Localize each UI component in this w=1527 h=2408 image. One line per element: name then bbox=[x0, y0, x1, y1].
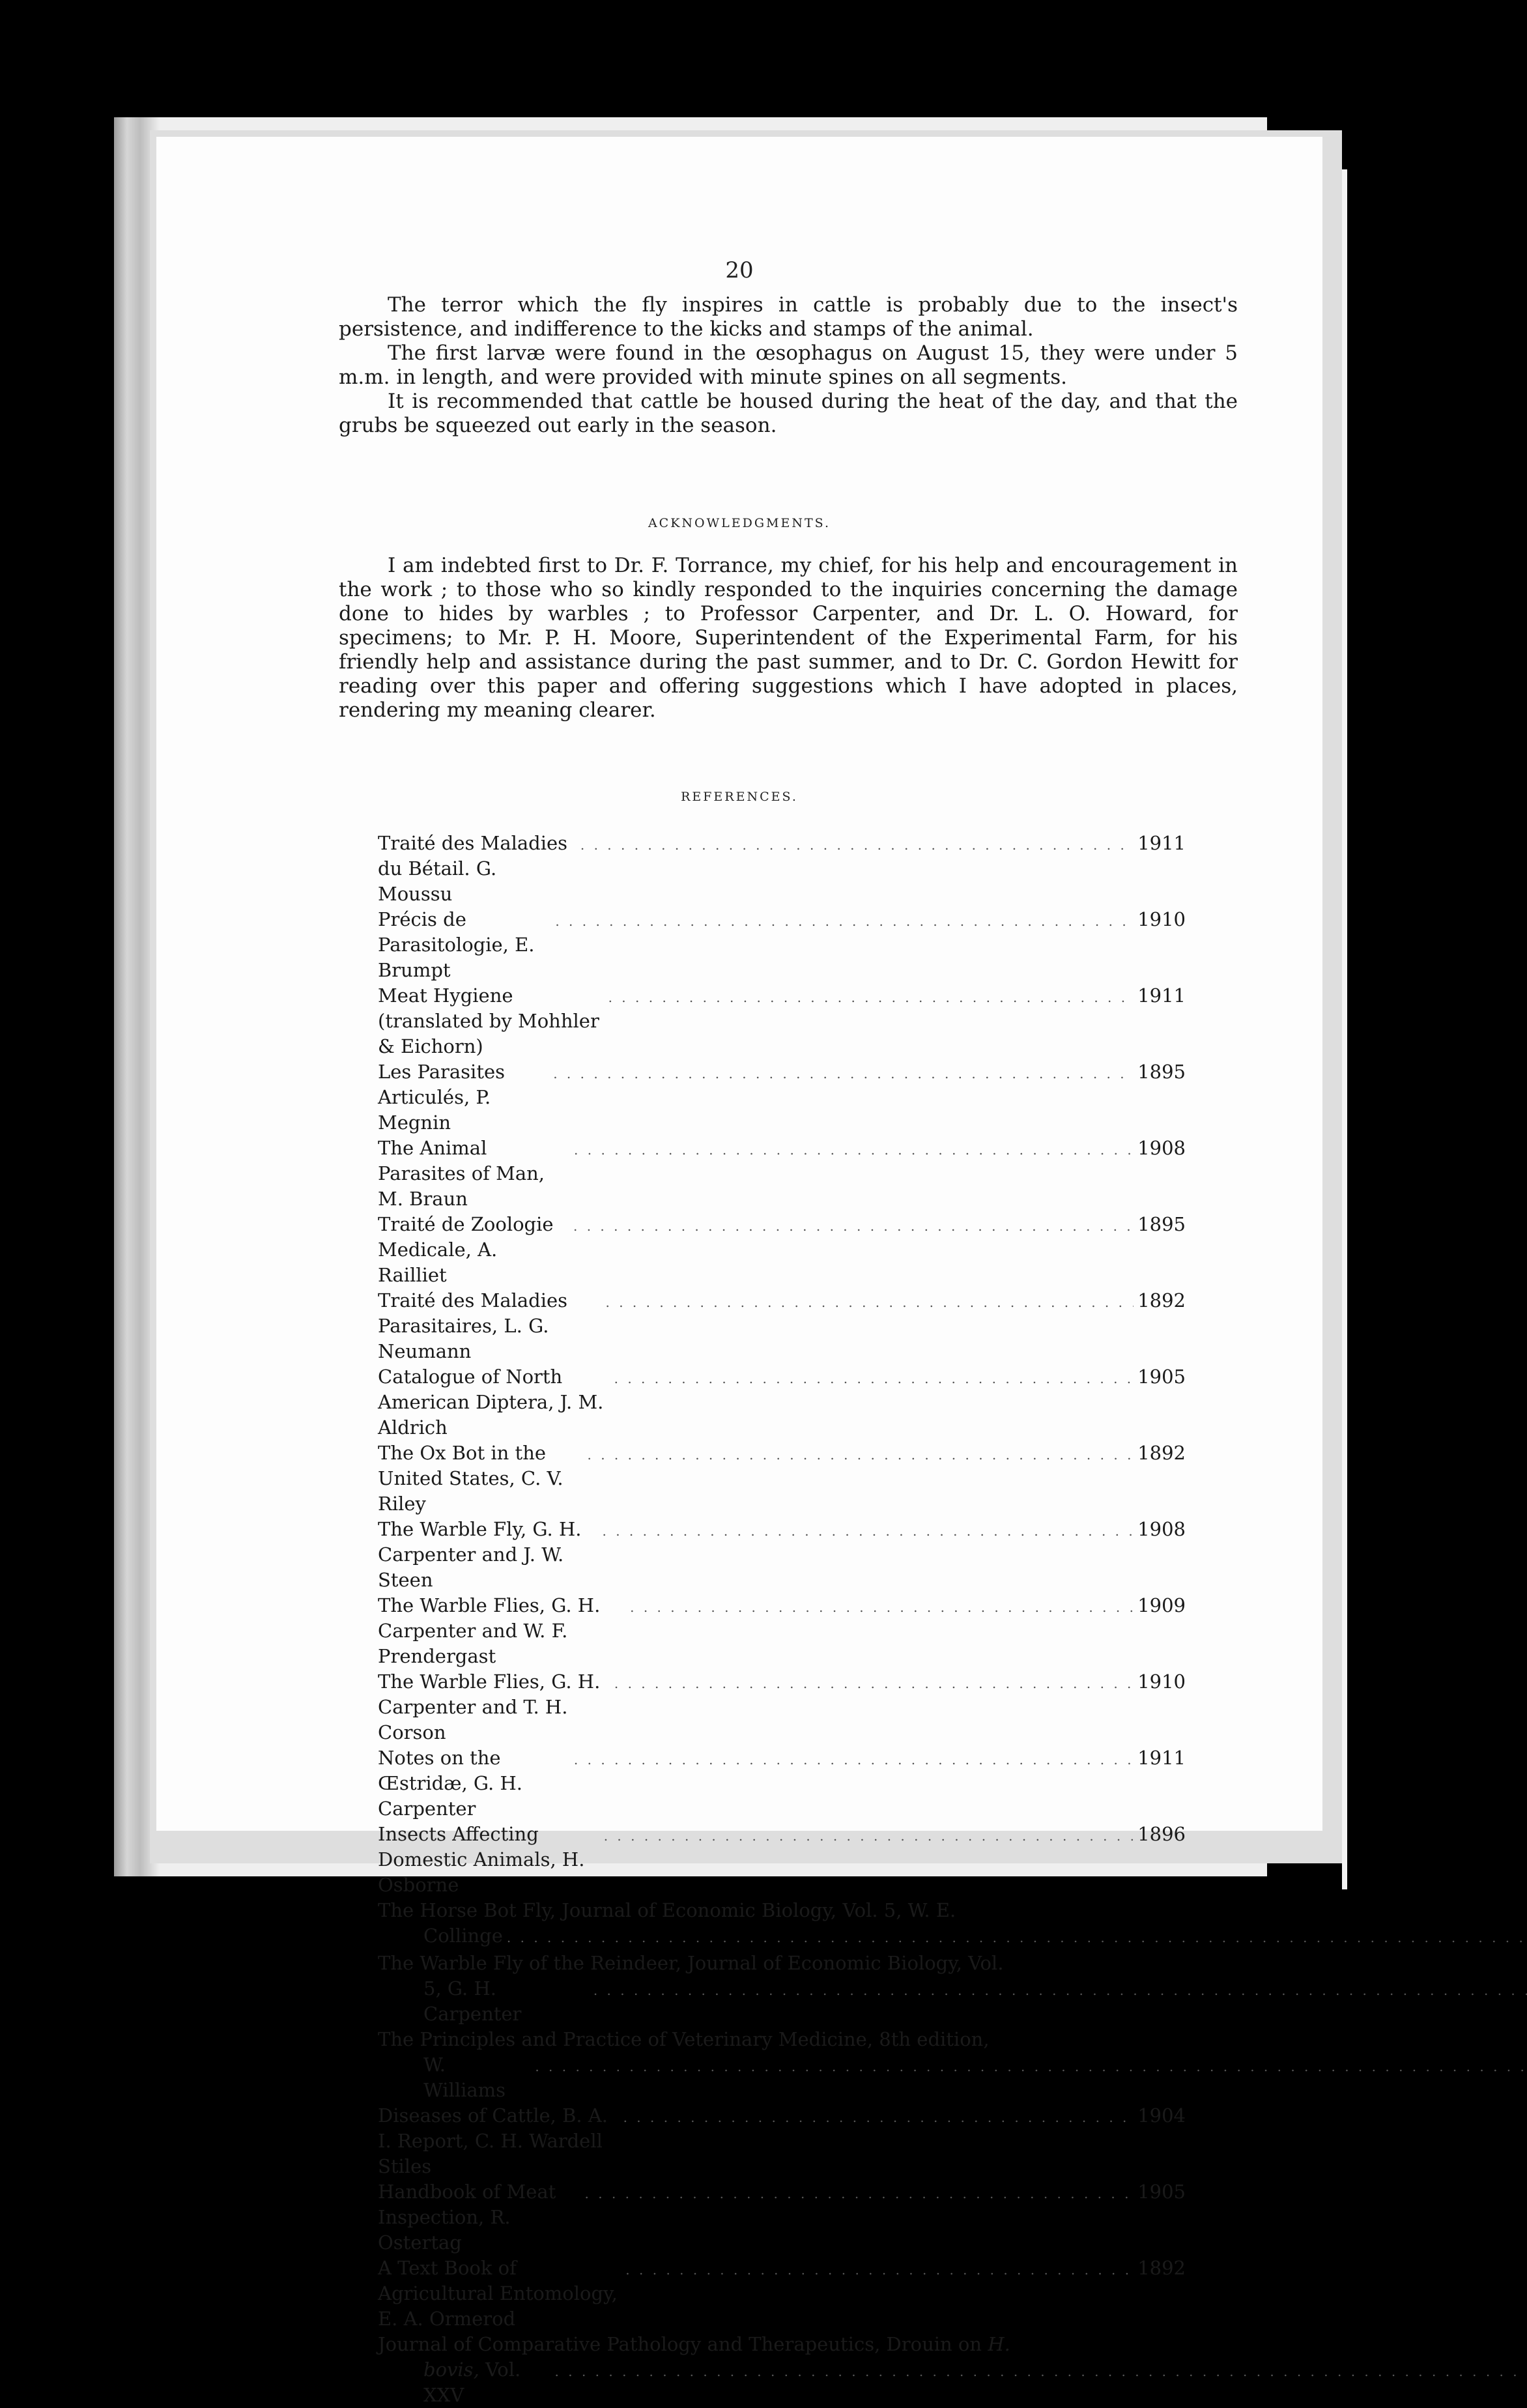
dot-leader bbox=[574, 1747, 1134, 1773]
dot-leader bbox=[603, 1519, 1134, 1544]
paragraph: The first larvæ were found in the œsophagus on August 15, they were under 5 m.m. in length, and were provided with minute spines on all segments. bbox=[339, 341, 1238, 389]
reference-date: 1892 bbox=[1137, 2257, 1186, 2279]
acknowledgments-heading: ACKNOWLEDGMENTS. bbox=[648, 516, 831, 530]
reference-title: Catalogue of North American Diptera, J. M. Aldrich bbox=[378, 1366, 604, 1439]
reference-title: The Principles and Practice of Veterinary Medicine, 8th edition, bbox=[378, 2028, 990, 2050]
reference-date: 1910 bbox=[1137, 1670, 1186, 1693]
reference-item bbox=[378, 1517, 1186, 1593]
reference-item bbox=[378, 1364, 1186, 1440]
reference-title: The Warble Fly, G. H. Carpenter and J. W. Steen bbox=[378, 1518, 582, 1591]
reference-item bbox=[378, 2332, 1186, 2408]
references-heading: REFERENCES. bbox=[681, 790, 798, 804]
acknowledgments-section bbox=[339, 554, 1238, 723]
reference-item bbox=[378, 1212, 1186, 1288]
dot-leader bbox=[614, 1366, 1134, 1392]
reference-volume: Vol. XXV bbox=[423, 2358, 521, 2406]
acknowledgments-paragraph: I am indebted first to Dr. F. Torrance, my chief, for his help and encouragement in the work ; to those who so kindly responded to the inquiries concerning the damage done to hides by warbles ; to Professor Carpenter, and Dr. L. O. Howard, for specimens; to Mr. P. H. Moore, Superintendent of the Experimental Farm, for his friendly help and assistance during the past summer, and to Dr. C. Gordon Hewitt for reading over this paper and offering suggestions which I have adopted in places, rendering my meaning clearer. bbox=[339, 554, 1238, 722]
dot-leader bbox=[630, 1595, 1134, 1620]
reference-title-continued: Collinge bbox=[423, 1925, 503, 1947]
dot-leader bbox=[585, 2181, 1134, 2207]
reference-item bbox=[378, 1059, 1186, 1136]
dot-leader bbox=[608, 985, 1134, 1010]
reference-item bbox=[378, 1593, 1186, 1669]
reference-title: The Warble Flies, G. H. Carpenter and T. H. Corson bbox=[378, 1670, 601, 1743]
dot-leader bbox=[625, 2258, 1134, 2283]
reference-item bbox=[378, 1136, 1186, 1212]
reference-title-text: Journal of Comparative Pathology and Therapeutics, Drouin on bbox=[378, 2333, 982, 2355]
paragraph: The terror which the fly inspires in cattle is probably due to the insect's persistence, and indifference to the kicks and stamps of the animal. bbox=[339, 293, 1238, 341]
document-page bbox=[156, 137, 1322, 2406]
reference-date: 1911 bbox=[1137, 832, 1186, 854]
right-margin-rule bbox=[1342, 169, 1347, 1889]
reference-title-italic-continued: bovis, bbox=[423, 2358, 479, 2381]
paragraph: It is recommended that cattle be housed during the heat of the day, and that the grubs be squeezed out early in the season. bbox=[339, 390, 1238, 437]
reference-date: 1908 bbox=[1137, 1518, 1186, 1540]
reference-title-continued: W. Williams bbox=[423, 2054, 506, 2101]
reference-date: 1911 bbox=[1137, 984, 1186, 1007]
reference-date: 1911 bbox=[1137, 1747, 1186, 1769]
reference-title: Traité des Maladies du Bétail. G. Moussu bbox=[378, 832, 568, 905]
reference-title: Traité de Zoologie Medicale, A. Railliet bbox=[378, 1213, 554, 1286]
reference-date: 1905 bbox=[1137, 1366, 1186, 1388]
reference-item bbox=[378, 1440, 1186, 1517]
reference-title: Précis de Parasitologie, E. Brumpt bbox=[378, 908, 535, 981]
dot-leader bbox=[507, 1925, 1527, 1951]
reference-item bbox=[378, 2027, 1186, 2103]
reference-item bbox=[378, 1822, 1186, 1898]
reference-title: Insects Affecting Domestic Animals, H. Osborne bbox=[378, 1823, 585, 1896]
intro-section bbox=[339, 293, 1238, 438]
reference-item bbox=[378, 1745, 1186, 1822]
reference-title-italic: H. bbox=[988, 2333, 1010, 2355]
reference-title: Handbook of Meat Inspection, R. Ostertag bbox=[378, 2181, 556, 2254]
reference-item bbox=[378, 1288, 1186, 1364]
reference-title: The Warble Flies, G. H. Carpenter and W. F. Prendergast bbox=[378, 1594, 601, 1667]
dot-leader bbox=[604, 1824, 1134, 1849]
reference-date: 1908 bbox=[1137, 1137, 1186, 1159]
reference-item bbox=[378, 2179, 1186, 2256]
reference-item bbox=[378, 1669, 1186, 1745]
reference-title: The Horse Bot Fly, Journal of Economic Biology, Vol. 5, W. E. bbox=[378, 1899, 956, 1921]
reference-date: 1910 bbox=[1137, 908, 1186, 930]
dot-leader bbox=[573, 1214, 1134, 1239]
reference-item bbox=[378, 2103, 1186, 2179]
reference-title: The Ox Bot in the United States, C. V. Riley bbox=[378, 1442, 564, 1515]
dot-leader bbox=[593, 1978, 1527, 2003]
dot-leader bbox=[587, 1442, 1134, 1468]
reference-title: Notes on the Œstridæ, G. H. Carpenter bbox=[378, 1747, 522, 1820]
reference-title-continued: 5, G. H. Carpenter bbox=[423, 1977, 522, 2025]
dot-leader bbox=[555, 2359, 1527, 2385]
dot-leader bbox=[605, 1290, 1134, 1315]
reference-title: The Animal Parasites of Man, M. Braun bbox=[378, 1137, 545, 1210]
reference-date: 1892 bbox=[1137, 1442, 1186, 1464]
reference-item bbox=[378, 983, 1186, 1059]
reference-item bbox=[378, 2256, 1186, 2332]
reference-date: 1909 bbox=[1137, 1594, 1186, 1616]
reference-title: Traité des Maladies Parasitaires, L. G. Neumann bbox=[378, 1289, 568, 1362]
reference-date: 1905 bbox=[1137, 2181, 1186, 2203]
dot-leader bbox=[553, 1061, 1134, 1087]
reference-title: The Warble Fly of the Reindeer, Journal of Economic Biology, Vol. bbox=[378, 1952, 1004, 1974]
reference-date: 1895 bbox=[1137, 1061, 1186, 1083]
reference-title: Meat Hygiene (translated by Mohhler & Eichorn) bbox=[378, 984, 599, 1057]
reference-date: 1895 bbox=[1137, 1213, 1186, 1235]
reference-title bbox=[378, 2332, 1186, 2357]
reference-date: 1904 bbox=[1137, 2104, 1186, 2127]
reference-item bbox=[378, 907, 1186, 983]
dot-leader bbox=[623, 2105, 1134, 2130]
reference-item bbox=[378, 831, 1186, 907]
reference-date: 1892 bbox=[1137, 1289, 1186, 1312]
references-list bbox=[378, 831, 1186, 2408]
page-number: 20 bbox=[725, 257, 754, 283]
dot-leader bbox=[555, 909, 1134, 934]
dot-leader bbox=[580, 833, 1134, 858]
reference-title: Les Parasites Articulés, P. Megnin bbox=[378, 1061, 506, 1134]
reference-item bbox=[378, 1951, 1186, 2027]
reference-item bbox=[378, 1898, 1186, 1951]
dot-leader bbox=[535, 2054, 1527, 2080]
dot-leader bbox=[574, 1138, 1134, 1163]
dot-leader bbox=[614, 1671, 1134, 1697]
reference-date: 1896 bbox=[1137, 1823, 1186, 1845]
reference-title-continued bbox=[423, 2357, 551, 2408]
reference-title: A Text Book of Agricultural Entomology, E. A. Ormerod bbox=[378, 2257, 618, 2330]
reference-title: Diseases of Cattle, B. A. I. Report, C. H. Wardell Stiles bbox=[378, 2104, 608, 2177]
